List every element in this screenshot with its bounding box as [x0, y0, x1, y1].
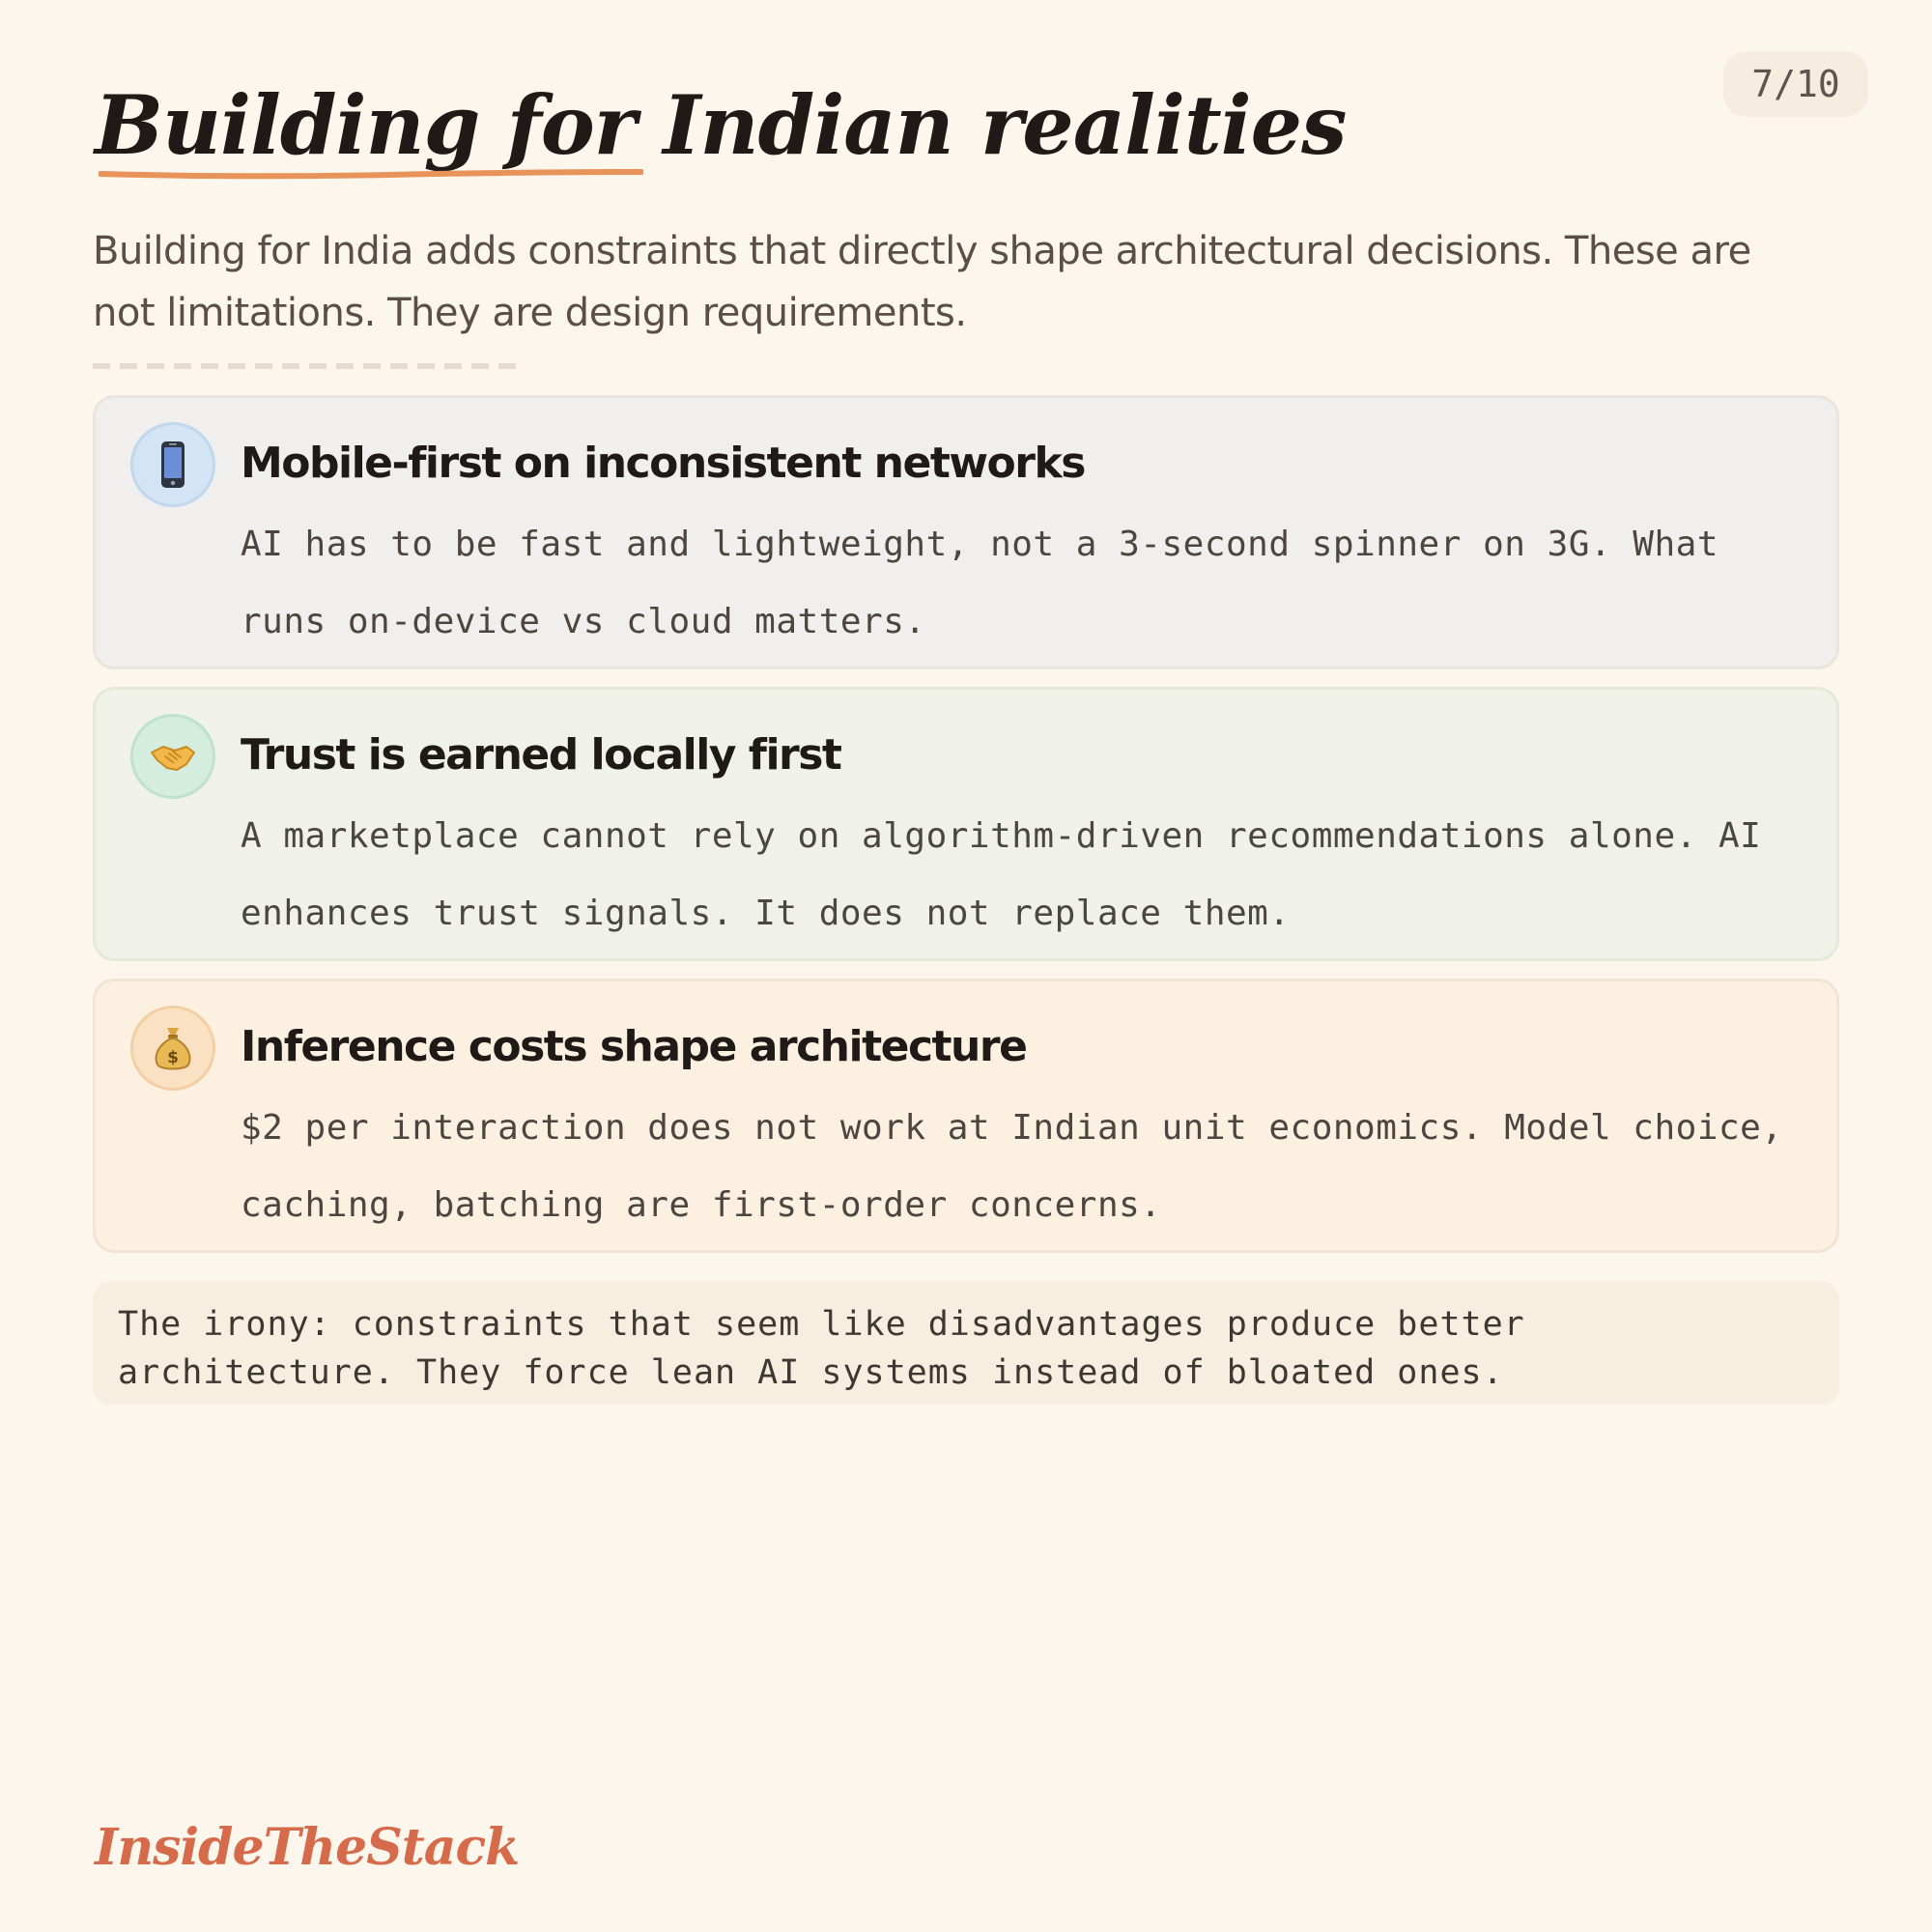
money-bag-icon — [130, 1006, 215, 1091]
svg-text:$: $ — [167, 1048, 179, 1067]
mobile-phone-icon — [130, 422, 215, 507]
card-title: Trust is earned locally first — [241, 730, 841, 780]
title-block — [95, 77, 1347, 173]
card-mobile-first — [93, 395, 1839, 669]
title-underline — [99, 166, 643, 180]
key-takeaway-callout: The irony: constraints that seem like disadvantages produce better architecture. They force lean AI systems instead of bloated ones. — [93, 1281, 1839, 1405]
card-inference-costs — [93, 979, 1839, 1253]
page-counter: 7/10 — [1723, 51, 1868, 117]
slide-title: Building for Indian realities — [95, 77, 1347, 173]
slide-subtitle: Building for India adds constraints that directly shape architectural decisions. These are not limitations. They are design requirements. — [93, 229, 1751, 335]
card-trust — [93, 687, 1839, 961]
card-title: Inference costs shape architecture — [241, 1022, 1027, 1071]
dashed-divider — [93, 363, 526, 369]
brand-signature: InsideTheStack — [95, 1818, 520, 1877]
handshake-icon — [130, 714, 215, 799]
card-title: Mobile-first on inconsistent networks — [241, 439, 1085, 488]
card-body: AI has to be fast and lightweight, not a 3-second spinner on 3G. What runs on-device vs cloud matters. — [241, 525, 1719, 641]
card-body: $2 per interaction does not work at Indian unit economics. Model choice, caching, batching are first-order concerns. — [241, 1108, 1783, 1225]
card-body: A marketplace cannot rely on algorithm-driven recommendations alone. AI enhances trust signals. It does not replace them. — [241, 816, 1762, 933]
